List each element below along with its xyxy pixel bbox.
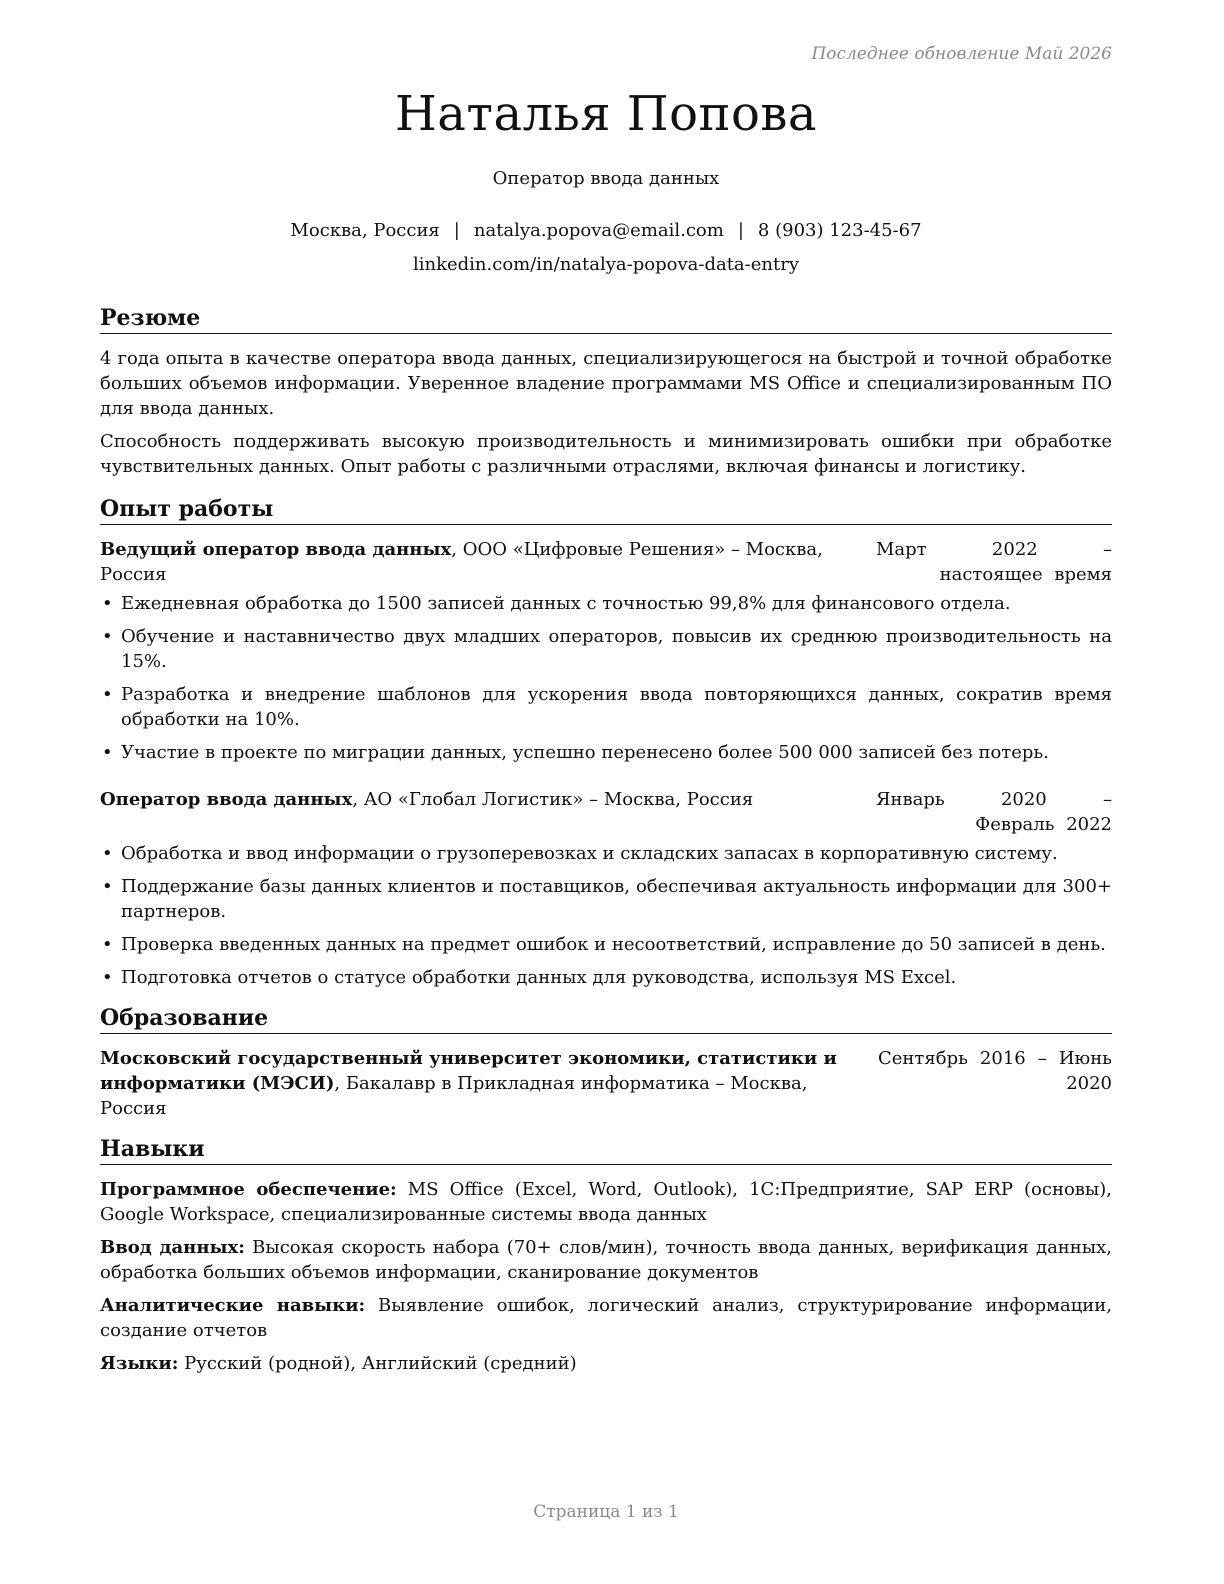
education-section bbox=[100, 1004, 1112, 1121]
list-item: • Обучение и наставничество двух младших операторов, повысив их среднюю производительность на 15%. bbox=[100, 624, 1112, 674]
job-header bbox=[100, 787, 1112, 837]
skill-row bbox=[100, 1351, 1112, 1376]
resume-content bbox=[100, 304, 1112, 1384]
section-heading-summary: Резюме bbox=[100, 304, 1112, 334]
job-title: Оператор ввода данных bbox=[492, 168, 720, 189]
job-company: , ООО «Цифровые Решения» – Москва, Россия bbox=[100, 539, 823, 585]
job-position-line bbox=[100, 787, 876, 837]
list-item: • Разработка и внедрение шаблонов для ускорения ввода повторяющихся данных, сократив время обработки на 10%. bbox=[100, 682, 1112, 732]
list-item: • Участие в проекте по миграции данных, успешно перенесено более 500 000 записей без потерь. bbox=[100, 740, 1112, 765]
job-dates: Январь 2020 – Февраль 2022 bbox=[876, 789, 1112, 835]
education-institution-line bbox=[100, 1046, 878, 1121]
skill-label: Ввод данных: bbox=[100, 1237, 245, 1258]
linkedin-link[interactable]: linkedin.com/in/natalya-popova-data-entry bbox=[412, 254, 799, 275]
list-item: • Подготовка отчетов о статусе обработки данных для руководства, используя MS Excel. bbox=[100, 965, 1112, 990]
list-item: • Проверка введенных данных на предмет ошибок и несоответствий, исправление до 50 записей в день. bbox=[100, 932, 1112, 957]
skill-row bbox=[100, 1177, 1112, 1227]
job-company: , АО «Глобал Логистик» – Москва, Россия bbox=[352, 789, 754, 810]
last-updated: Последнее обновление Май 2026 bbox=[811, 44, 1112, 64]
summary-section bbox=[100, 304, 1112, 479]
separator: | bbox=[453, 220, 460, 241]
list-item: • Ежедневная обработка до 1500 записей данных с точностью 99,8% для финансового отдела. bbox=[100, 591, 1112, 616]
list-item: • Обработка и ввод информации о грузоперевозках и складских запасах в корпоративную систему. bbox=[100, 841, 1112, 866]
phone: 8 (903) 123-45-67 bbox=[757, 220, 922, 241]
summary-paragraph: 4 года опыта в качестве оператора ввода данных, специализирующегося на быстрой и точной обработке больших объемов информации. Уверенное владение программами MS Office и специализированным ПО для ввода данных. bbox=[100, 348, 1112, 419]
list-item: • Поддержание базы данных клиентов и поставщиков, обеспечивая актуальность информации для 300+ партнеров. bbox=[100, 874, 1112, 924]
job-bullets bbox=[100, 841, 1112, 990]
summary-paragraph: Способность поддерживать высокую производительность и минимизировать ошибки при обработке чувствительных данных. Опыт работы с различными отраслями, включая финансы и логистику. bbox=[100, 431, 1112, 477]
job-position: Ведущий оператор ввода данных bbox=[100, 539, 452, 560]
job-bullets bbox=[100, 591, 1112, 765]
skill-row bbox=[100, 1235, 1112, 1285]
job-position-line bbox=[100, 537, 876, 587]
job-entry bbox=[100, 537, 1112, 765]
section-heading-experience: Опыт работы bbox=[100, 495, 1112, 525]
education-entry bbox=[100, 1046, 1112, 1121]
section-heading-education: Образование bbox=[100, 1004, 1112, 1034]
skill-row bbox=[100, 1293, 1112, 1343]
skill-label: Аналитические навыки: bbox=[100, 1295, 366, 1316]
candidate-name: Наталья Попова bbox=[394, 86, 818, 142]
page-number: Страница 1 из 1 bbox=[533, 1502, 679, 1522]
job-position: Оператор ввода данных bbox=[100, 789, 353, 810]
skill-label: Языки: bbox=[100, 1353, 179, 1374]
experience-section bbox=[100, 495, 1112, 990]
separator: | bbox=[737, 220, 744, 241]
skill-value: Русский (родной), Английский (средний) bbox=[178, 1353, 577, 1374]
location: Москва, Россия bbox=[290, 220, 440, 241]
education-institution: Московский государственный университет экономики, статистики и информатики (МЭСИ) bbox=[100, 1048, 837, 1094]
job-entry bbox=[100, 787, 1112, 990]
email-link[interactable]: natalya.popova@email.com bbox=[473, 220, 724, 241]
section-heading-skills: Навыки bbox=[100, 1135, 1112, 1165]
job-header bbox=[100, 537, 1112, 587]
skill-value: MS Office (Excel, Word, Outlook), 1С:Предприятие, SAP ERP (основы), Google Workspace, специализированные системы ввода данных bbox=[100, 1179, 1112, 1225]
contact-line bbox=[100, 220, 1112, 241]
education-degree: , Бакалавр в Прикладная информатика – Москва, Россия bbox=[100, 1073, 808, 1119]
education-dates: Сентябрь 2016 – Июнь 2020 bbox=[878, 1048, 1112, 1094]
skill-value: Высокая скорость набора (70+ слов/мин), точность ввода данных, верификация данных, обработка больших объемов информации, сканирование документов bbox=[100, 1237, 1113, 1283]
skill-label: Программное обеспечение: bbox=[100, 1179, 397, 1200]
skill-value: Выявление ошибок, логический анализ, структурирование информации, создание отчетов bbox=[100, 1295, 1112, 1341]
skills-section bbox=[100, 1135, 1112, 1376]
job-dates: Март 2022 – настоящее время bbox=[876, 539, 1112, 585]
